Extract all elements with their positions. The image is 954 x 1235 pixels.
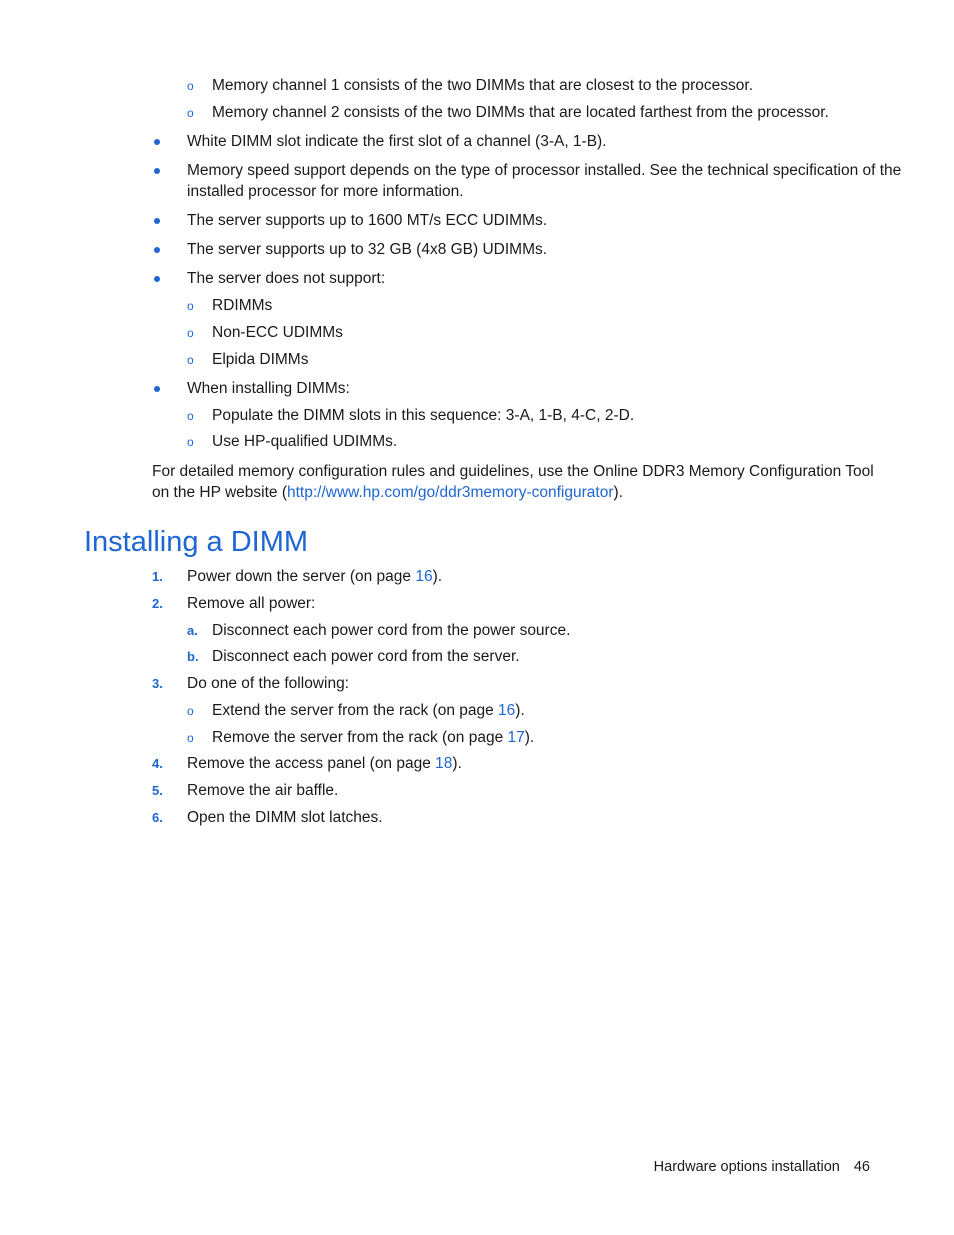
- sub-bullet-marker: o: [187, 409, 194, 423]
- paragraph-line1: For detailed memory configuration rules and guidelines, use the Online DDR3 Memory Configuration Tool: [152, 463, 874, 480]
- step-number: 4.: [152, 756, 163, 771]
- list-item-speed-line2: installed processor for more information.: [187, 183, 464, 200]
- step-3-option-extend-text: Extend the server from the rack (on page: [212, 702, 499, 719]
- step-2: Remove all power:: [187, 595, 316, 612]
- sub-bullet-marker: o: [187, 299, 194, 313]
- sub-bullet-marker: o: [187, 731, 194, 745]
- list-item-when-installing: When installing DIMMs:: [187, 380, 350, 397]
- list-item-rdimms: RDIMMs: [212, 297, 273, 314]
- sub-bullet-marker: o: [187, 435, 194, 449]
- bullet-dot: [154, 247, 160, 253]
- list-item-not-support: The server does not support:: [187, 270, 386, 287]
- list-item-non-ecc: Non-ECC UDIMMs: [212, 324, 343, 341]
- sub-bullet-marker: o: [187, 353, 194, 367]
- step-number: 2.: [152, 596, 163, 611]
- paragraph-line2: [152, 482, 623, 503]
- step-number: 5.: [152, 783, 163, 798]
- step-3-option-extend-end: ).: [515, 702, 525, 719]
- step-3-option-extend: [212, 700, 525, 721]
- sub-bullet-marker: o: [187, 106, 194, 120]
- bullet-dot: [154, 139, 160, 145]
- list-item-channel2: Memory channel 2 consists of the two DIMMs that are located farthest from the processor.: [212, 104, 829, 121]
- step-4: [187, 753, 462, 774]
- page-footer: [654, 1156, 870, 1178]
- step-3-option-remove-text: Remove the server from the rack (on page: [212, 729, 508, 746]
- sub-bullet-marker: o: [187, 326, 194, 340]
- step-3: Do one of the following:: [187, 675, 349, 692]
- step-6: Open the DIMM slot latches.: [187, 809, 383, 826]
- step-3-option-remove-end: ).: [524, 729, 535, 746]
- step-5: Remove the air baffle.: [187, 782, 339, 799]
- page-link-17[interactable]: 17: [507, 729, 525, 746]
- step-number: 1.: [152, 569, 163, 584]
- step-1: [187, 566, 442, 587]
- list-item-elpida: Elpida DIMMs: [212, 351, 309, 368]
- step-number: 3.: [152, 676, 163, 691]
- list-item-populate: Populate the DIMM slots in this sequence: 3-A, 1-B, 4-C, 2-D.: [212, 407, 635, 424]
- step-3-option-remove: [212, 727, 534, 748]
- page-link-18[interactable]: 18: [435, 755, 453, 772]
- page-link-16[interactable]: 16: [498, 702, 516, 719]
- substep-letter: a.: [187, 623, 198, 638]
- sub-bullet-marker: o: [187, 79, 194, 93]
- list-item-channel1: Memory channel 1 consists of the two DIMMs that are closest to the processor.: [212, 77, 754, 94]
- footer-section-name: Hardware options installation: [653, 1159, 840, 1175]
- section-title: Installing a DIMM: [84, 526, 309, 558]
- list-item-speed-line1: Memory speed support depends on the type of processor installed. See the technical specification of the: [187, 162, 902, 179]
- bullet-dot: [154, 168, 160, 174]
- paragraph-suffix: ).: [613, 484, 623, 501]
- step-2b: Disconnect each power cord from the server.: [212, 648, 520, 665]
- list-item-hp-qualified: Use HP-qualified UDIMMs.: [212, 433, 398, 450]
- list-item-white-slot: White DIMM slot indicate the first slot of a channel (3-A, 1-B).: [187, 133, 607, 150]
- list-item-mts: The server supports up to 1600 MT/s ECC UDIMMs.: [187, 212, 548, 229]
- step-4-text: Remove the access panel (on page: [187, 755, 436, 772]
- footer-page-number: 46: [853, 1159, 870, 1175]
- bullet-dot: [154, 276, 160, 282]
- paragraph-prefix: on the HP website (: [152, 484, 287, 501]
- bullet-dot: [154, 386, 160, 392]
- page-link-16[interactable]: 16: [415, 568, 433, 585]
- bullet-dot: [154, 218, 160, 224]
- step-2a: Disconnect each power cord from the power source.: [212, 622, 571, 639]
- step-4-end: ).: [452, 755, 462, 772]
- sub-bullet-marker: o: [187, 704, 194, 718]
- step-1-text: Power down the server (on page: [187, 568, 416, 585]
- step-1-end: ).: [432, 568, 443, 585]
- step-number: 6.: [152, 810, 163, 825]
- ddr3-configurator-link[interactable]: http://www.hp.com/go/ddr3memory-configurator: [286, 484, 614, 501]
- substep-letter: b.: [187, 649, 199, 664]
- list-item-capacity: The server supports up to 32 GB (4x8 GB) UDIMMs.: [187, 241, 548, 258]
